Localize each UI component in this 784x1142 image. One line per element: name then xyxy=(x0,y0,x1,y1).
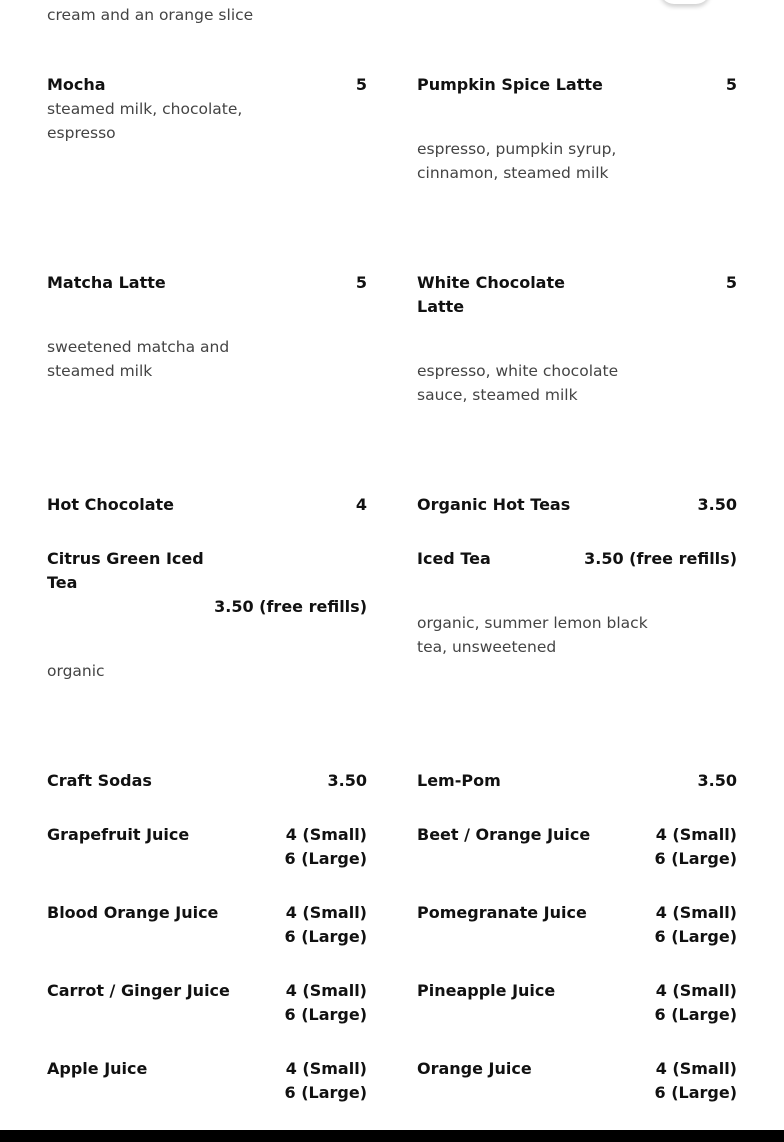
item-price-large: 6 (Large) xyxy=(654,849,737,868)
item-price-small: 4 (Small) xyxy=(655,825,737,844)
item-price: 3.50 (free refills) xyxy=(584,549,737,568)
item-name: Organic Hot Teas xyxy=(417,495,571,514)
menu-item-pineapple-juice xyxy=(417,979,737,1027)
item-name: Iced Tea xyxy=(417,549,491,568)
menu-item-craft-sodas xyxy=(47,769,367,793)
menu-item-orange-juice xyxy=(417,1057,737,1105)
item-price-large: 6 (Large) xyxy=(654,927,737,946)
item-price: 3.50 xyxy=(697,495,737,514)
item-price-large: 6 (Large) xyxy=(284,1005,367,1024)
item-price-small: 4 (Small) xyxy=(655,981,737,1000)
item-price: 5 xyxy=(725,273,737,292)
item-price-small: 4 (Small) xyxy=(655,1059,737,1078)
item-name: Citrus Green Iced Tea xyxy=(47,549,204,592)
item-price-large: 6 (Large) xyxy=(284,1083,367,1102)
item-price-large: 6 (Large) xyxy=(284,927,367,946)
menu-item-matcha-latte xyxy=(47,271,367,391)
menu-item-beet-orange-juice xyxy=(417,823,737,871)
item-name: Mocha xyxy=(47,75,106,94)
item-price-large: 6 (Large) xyxy=(284,849,367,868)
menu-item-grapefruit-juice xyxy=(47,823,367,871)
item-price: 5 xyxy=(355,273,367,292)
item-price-small: 4 (Small) xyxy=(285,903,367,922)
item-price-large: 6 (Large) xyxy=(654,1083,737,1102)
image-fragment xyxy=(660,0,710,4)
menu-item-hot-chocolate xyxy=(47,493,367,517)
item-name: Grapefruit Juice xyxy=(47,825,190,844)
item-price: 3.50 (free refills) xyxy=(214,597,367,616)
item-name: Lem-Pom xyxy=(417,771,501,790)
menu-item-apple-juice xyxy=(47,1057,367,1105)
item-description: sweetened matcha and steamed milk xyxy=(47,338,230,380)
item-name: Hot Chocolate xyxy=(47,495,174,514)
item-name: Beet / Orange Juice xyxy=(417,825,591,844)
item-name: Matcha Latte xyxy=(47,273,166,292)
item-name: Craft Sodas xyxy=(47,771,152,790)
item-name: Pineapple Juice xyxy=(417,981,556,1000)
footer-bar xyxy=(0,1130,784,1142)
item-price-small: 4 (Small) xyxy=(655,903,737,922)
item-name: Blood Orange Juice xyxy=(47,903,219,922)
item-price: 3.50 xyxy=(327,771,367,790)
menu-item-citrus-green-iced-tea xyxy=(47,547,367,687)
item-price: 5 xyxy=(355,75,367,94)
menu-item-mocha xyxy=(47,73,367,153)
item-name: Orange Juice xyxy=(417,1059,532,1078)
menu-item-pumpkin-spice-latte xyxy=(417,73,737,193)
item-description: steamed milk, chocolate, espresso xyxy=(47,100,243,142)
item-price-large: 6 (Large) xyxy=(654,1005,737,1024)
menu-item-iced-tea xyxy=(417,547,737,667)
item-name: Apple Juice xyxy=(47,1059,148,1078)
menu-item-organic-hot-teas xyxy=(417,493,737,517)
item-description: organic, summer lemon black tea, unsweetened xyxy=(417,614,648,656)
item-price-small: 4 (Small) xyxy=(285,825,367,844)
item-name: Pomegranate Juice xyxy=(417,903,587,922)
menu-item-pomegranate-juice xyxy=(417,901,737,949)
item-price: 5 xyxy=(725,75,737,94)
item-description: organic xyxy=(47,662,105,680)
item-description: espresso, pumpkin syrup, cinnamon, steamed milk xyxy=(417,140,617,182)
item-price: 3.50 xyxy=(697,771,737,790)
menu-item-white-chocolate-latte xyxy=(417,271,737,411)
item-price-small: 4 (Small) xyxy=(285,1059,367,1078)
menu-item-blood-orange-juice xyxy=(47,901,367,949)
item-price: 4 xyxy=(355,495,367,514)
item-description-fragment: cream and an orange slice xyxy=(47,6,254,24)
menu-item-lem-pom xyxy=(417,769,737,793)
item-name: Carrot / Ginger Juice xyxy=(47,981,230,1000)
item-price-small: 4 (Small) xyxy=(285,981,367,1000)
item-name: Pumpkin Spice Latte xyxy=(417,75,603,94)
item-name: White Chocolate Latte xyxy=(417,273,565,316)
menu-item-carrot-ginger-juice xyxy=(47,979,367,1027)
item-description: espresso, white chocolate sauce, steamed milk xyxy=(417,362,619,404)
